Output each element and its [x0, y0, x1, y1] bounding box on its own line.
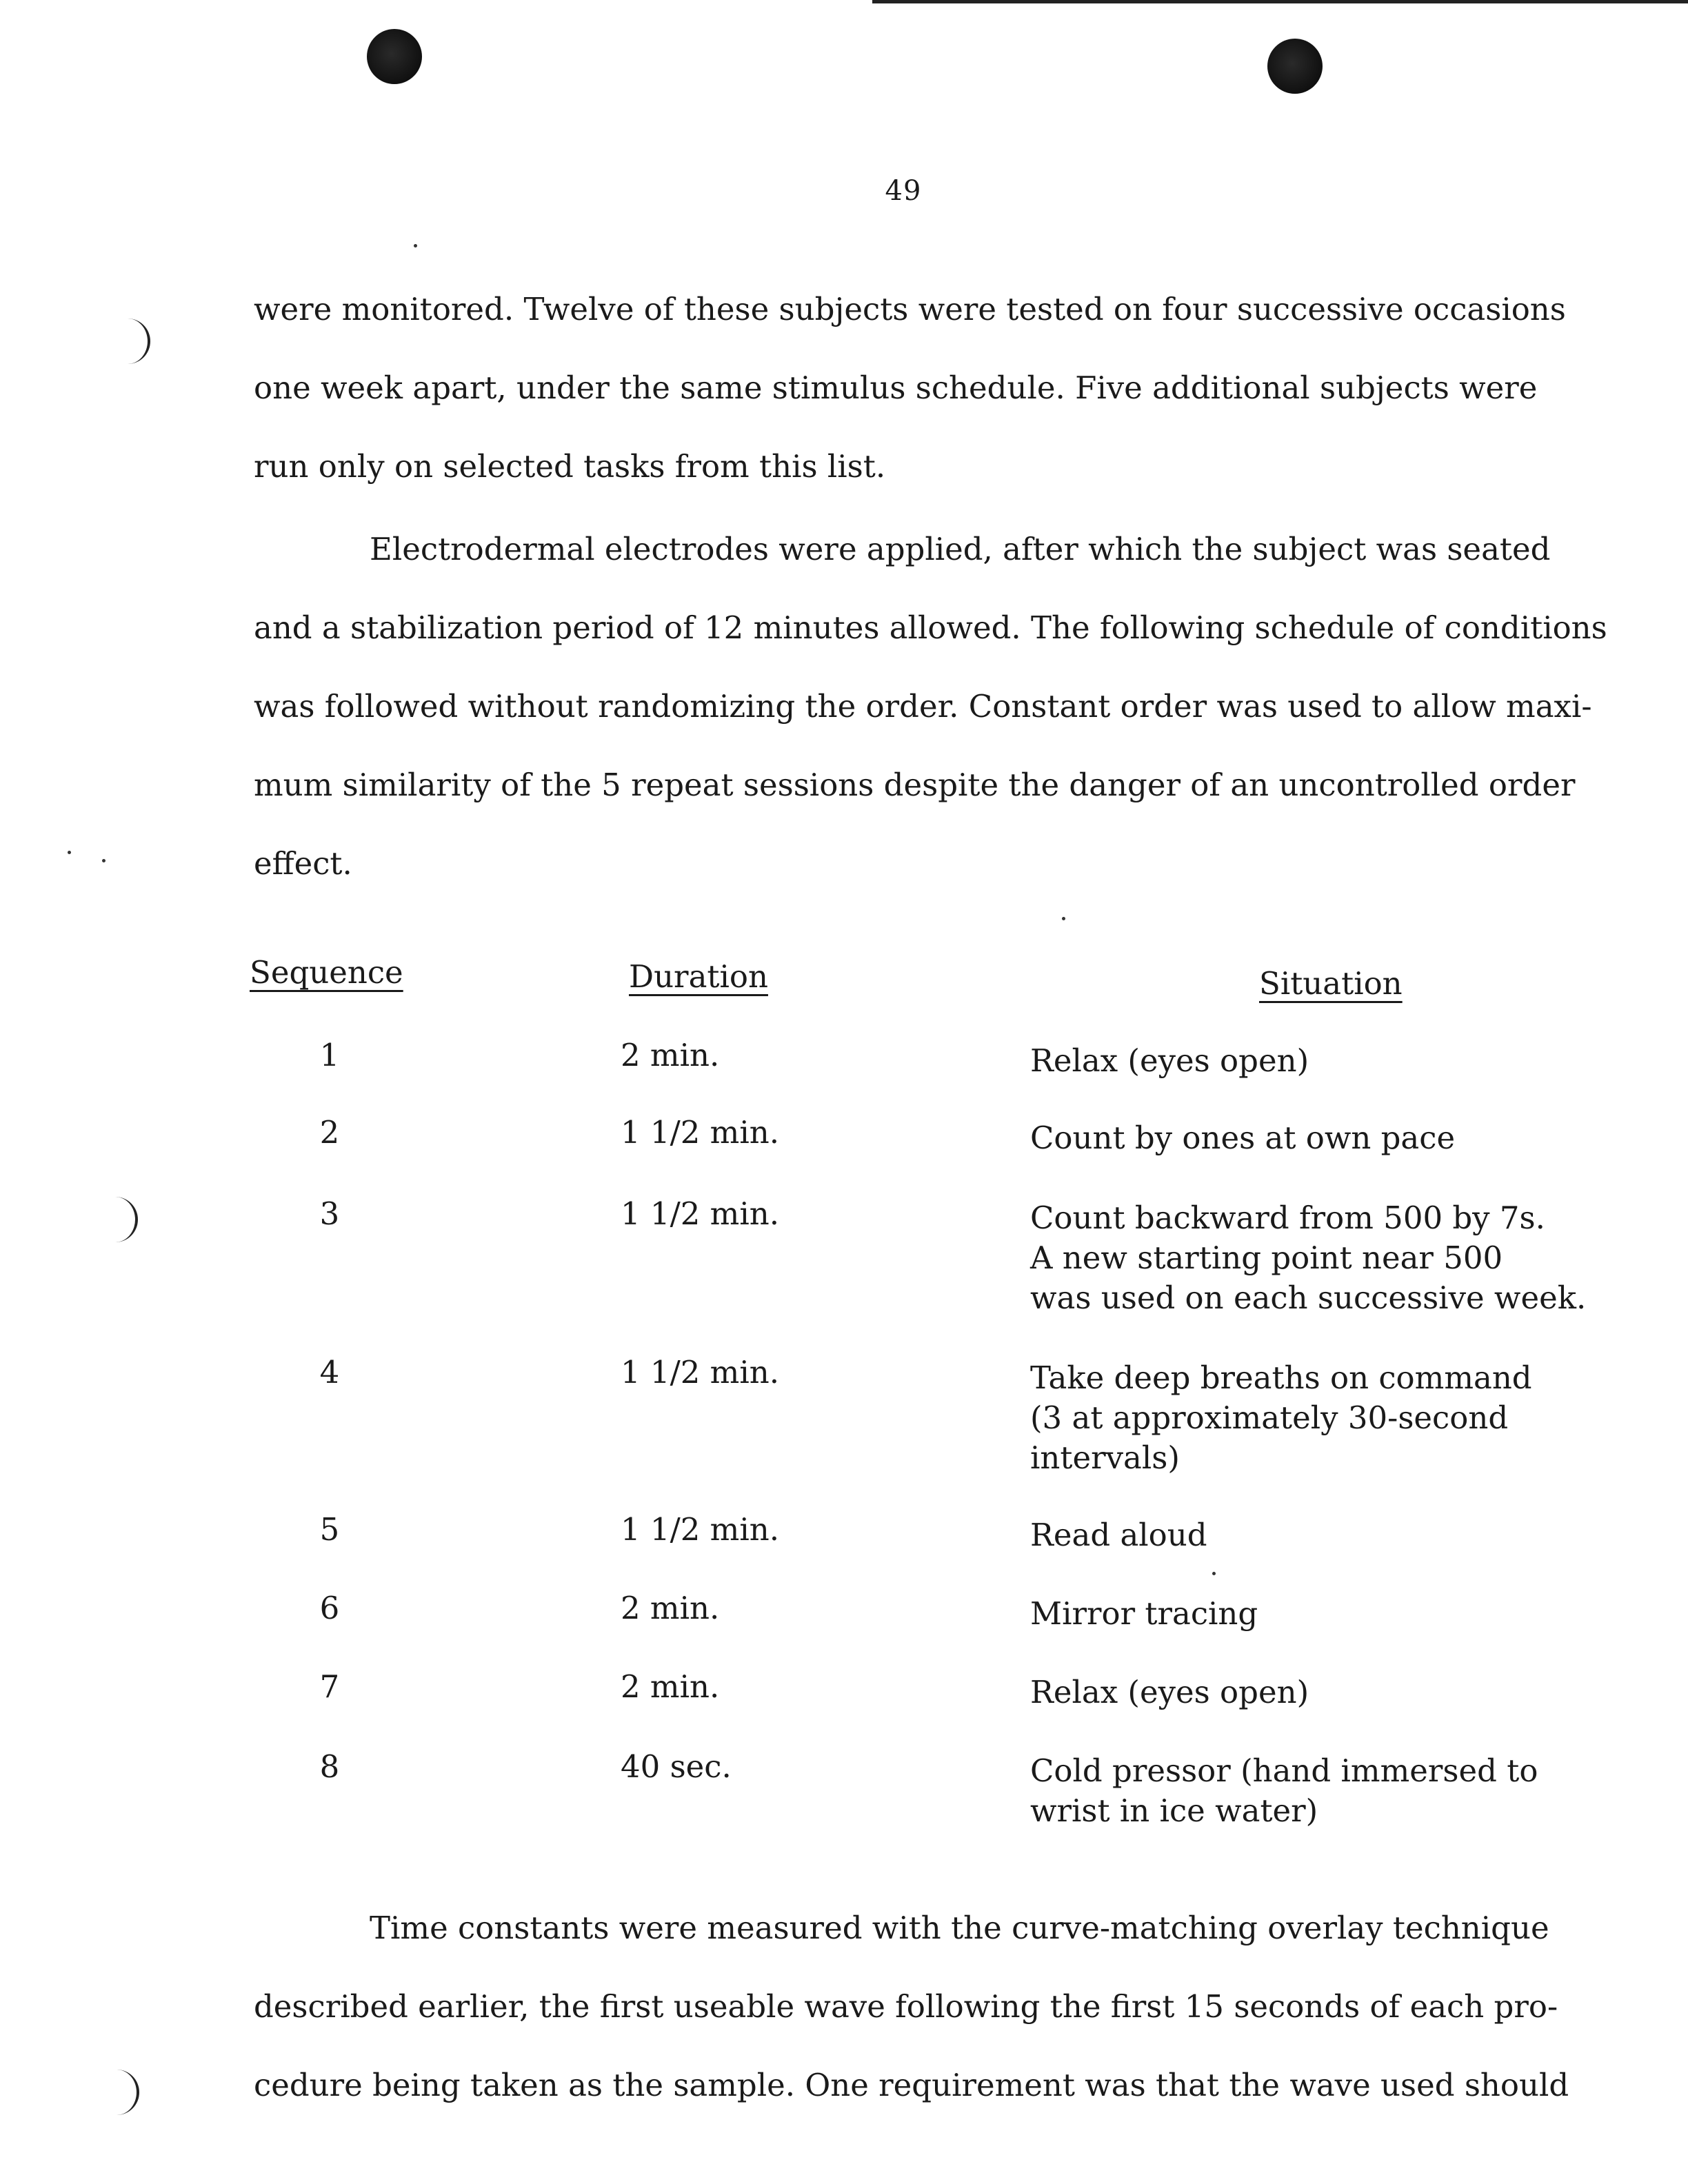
situation-line: Count backward from 500 by 7s.: [1030, 1200, 1545, 1236]
duration-cell: 1 1/2 min.: [621, 1354, 780, 1391]
situation-line: was used on each successive week.: [1030, 1280, 1587, 1316]
text-line: was followed without randomizing the order. Constant order was used to allow maxi-: [254, 688, 1592, 725]
sequence-cell: 5: [319, 1511, 340, 1548]
scan-speck: [68, 851, 71, 854]
table-header-situation: Situation: [1259, 965, 1403, 1002]
punch-hole-right: [1267, 39, 1323, 94]
margin-bracket-mark: [103, 1197, 138, 1242]
text-line: mum similarity of the 5 repeat sessions despite the danger of an uncontrolled order: [254, 767, 1576, 803]
situation-cell: [1030, 1594, 1258, 1634]
margin-bracket-mark: [105, 2070, 139, 2115]
situation-cell: [1030, 1198, 1586, 1318]
table-header-sequence: Sequence: [250, 954, 403, 991]
paragraph-continuation: [254, 270, 1591, 506]
duration-cell: 2 min.: [621, 1037, 720, 1073]
duration-cell: 1 1/2 min.: [621, 1114, 780, 1151]
paragraph-measurement: [254, 1889, 1591, 2125]
text-line: cedure being taken as the sample. One requirement was that the wave used should: [254, 2067, 1569, 2103]
scan-speck: [102, 859, 106, 862]
situation-line: Count by ones at own pace: [1030, 1120, 1456, 1156]
sequence-cell: 8: [319, 1748, 340, 1785]
text-line: run only on selected tasks from this list.: [254, 448, 886, 485]
table-header-duration: Duration: [629, 958, 768, 995]
situation-cell: [1030, 1515, 1207, 1555]
duration-cell: 2 min.: [621, 1668, 720, 1705]
sequence-cell: 4: [319, 1354, 340, 1391]
situation-line: wrist in ice water): [1030, 1792, 1318, 1829]
duration-cell: 2 min.: [621, 1590, 720, 1626]
scan-edge-line: [872, 0, 1688, 3]
duration-cell: 1 1/2 min.: [621, 1511, 780, 1548]
page-number: 49: [885, 175, 922, 207]
situation-line: A new starting point near 500: [1030, 1240, 1503, 1276]
situation-line: (3 at approximately 30-second: [1030, 1399, 1509, 1436]
sequence-cell: 2: [319, 1114, 340, 1151]
situation-line: Cold pressor (hand immersed to: [1030, 1752, 1538, 1789]
text-line: Time constants were measured with the curve-matching overlay technique: [370, 1910, 1549, 1946]
sequence-cell: 3: [319, 1195, 340, 1232]
text-line: and a stabilization period of 12 minutes allowed. The following schedule of conditions: [254, 609, 1607, 646]
situation-cell: [1030, 1041, 1309, 1081]
scan-speck: [1062, 917, 1065, 920]
punch-hole-left: [367, 29, 422, 84]
situation-line: Relax (eyes open): [1030, 1674, 1309, 1710]
scan-speck: [1212, 1572, 1216, 1575]
text-line: one week apart, under the same stimulus schedule. Five additional subjects were: [254, 370, 1538, 406]
text-line: described earlier, the first useable wave following the first 15 seconds of each pro-: [254, 1988, 1558, 2025]
sequence-cell: 1: [319, 1037, 340, 1073]
situation-line: Read aloud: [1030, 1517, 1207, 1553]
text-line: effect.: [254, 845, 352, 882]
margin-bracket-mark: [116, 318, 150, 364]
situation-line: intervals): [1030, 1439, 1180, 1476]
situation-cell: [1030, 1358, 1532, 1478]
situation-cell: [1030, 1751, 1538, 1831]
situation-line: Relax (eyes open): [1030, 1042, 1309, 1079]
duration-cell: 1 1/2 min.: [621, 1195, 780, 1232]
situation-cell: [1030, 1672, 1309, 1712]
scan-speck: [414, 244, 417, 247]
situation-line: Take deep breaths on command: [1030, 1359, 1532, 1396]
sequence-cell: 7: [319, 1668, 340, 1705]
sequence-cell: 6: [319, 1590, 340, 1626]
duration-cell: 40 sec.: [621, 1748, 732, 1785]
text-line: were monitored. Twelve of these subjects were tested on four successive occasions: [254, 291, 1566, 327]
situation-line: Mirror tracing: [1030, 1595, 1258, 1632]
text-line: Electrodermal electrodes were applied, after which the subject was seated: [370, 531, 1551, 567]
situation-cell: [1030, 1118, 1455, 1158]
paragraph-procedure: [254, 510, 1607, 903]
